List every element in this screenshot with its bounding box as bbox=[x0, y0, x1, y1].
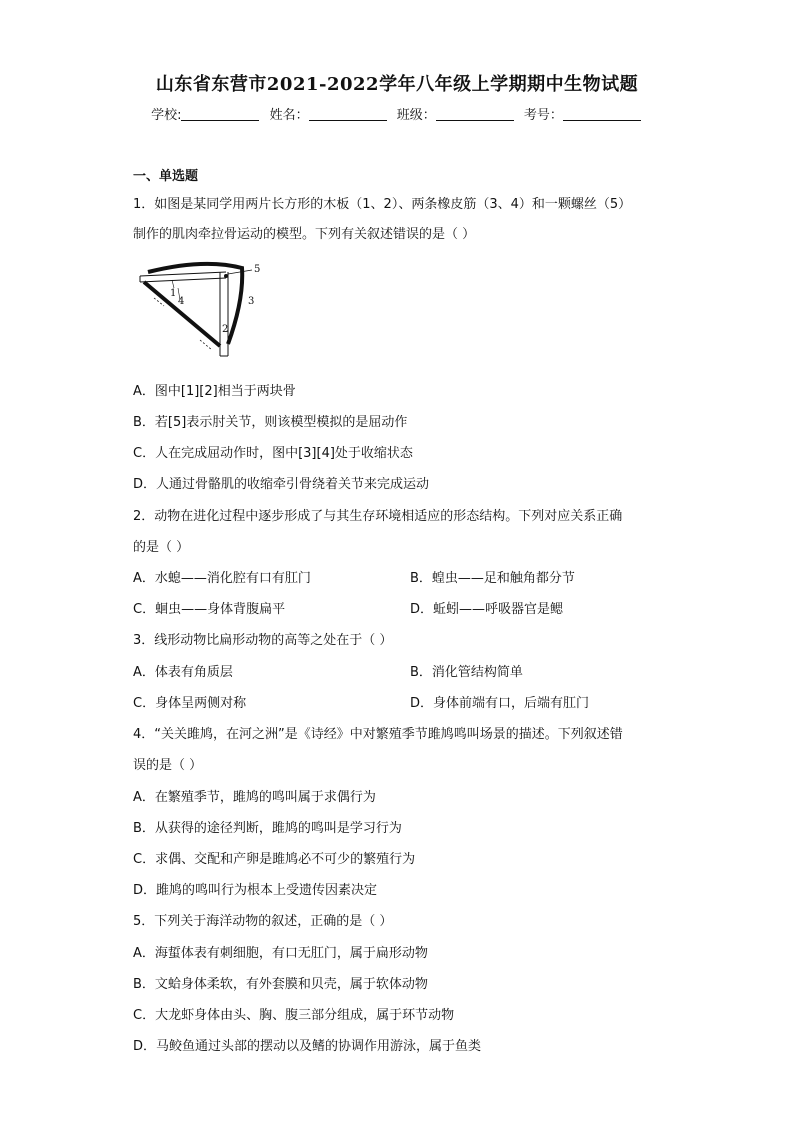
rubber-band-4 bbox=[144, 282, 220, 346]
q2-stem-line1: 2．动物在进化过程中逐步形成了与其生存环境相适应的形态结构。下列对应关系正确 bbox=[133, 509, 623, 524]
name-label: 姓名： bbox=[269, 108, 309, 123]
q5-option-b[interactable]: B．文蛤身体柔软，有外套膜和贝壳，属于软体动物 bbox=[133, 977, 428, 992]
q1-option-b[interactable]: B．若[5]表示肘关节，则该模型模拟的是屈动作 bbox=[133, 415, 408, 430]
q1-option-c[interactable]: C．人在完成屈动作时，图中[3][4]处于收缩状态 bbox=[133, 446, 413, 461]
q4-stem-line2: 误的是（ ） bbox=[133, 758, 203, 773]
q1-stem-line2: 制作的肌肉牵拉骨运动的模型。下列有关叙述错误的是（ ） bbox=[133, 227, 476, 242]
q5-stem: 5．下列关于海洋动物的叙述，正确的是（ ） bbox=[133, 914, 393, 929]
q5-option-a[interactable]: A．海蜇体表有刺细胞，有口无肛门，属于扁形动物 bbox=[133, 946, 428, 961]
q3-option-b[interactable]: B．消化管结构简单 bbox=[410, 665, 523, 680]
muscle-bone-model-figure bbox=[134, 260, 264, 360]
q1-stem-line1: 1．如图是某同学用两片长方形的木板（1、2）、两条橡皮筋（3、4）和一颗螺丝（5） bbox=[133, 197, 632, 212]
class-blank[interactable] bbox=[436, 107, 514, 121]
q3-option-a[interactable]: A．体表有角质层 bbox=[133, 665, 233, 680]
q3-option-d[interactable]: D．身体前端有口，后端有肛门 bbox=[410, 696, 590, 711]
q3-option-c[interactable]: C．身体呈两侧对称 bbox=[133, 696, 247, 711]
figure-label-5: 5 bbox=[254, 264, 261, 275]
q5-option-c[interactable]: C．大龙虾身体由头、胸、腹三部分组成，属于环节动物 bbox=[133, 1008, 455, 1023]
figure-label-4: 4 bbox=[178, 296, 185, 307]
school-blank[interactable] bbox=[181, 107, 259, 121]
q5-option-d[interactable]: D．马鲛鱼通过头部的摆动以及鳍的协调作用游泳，属于鱼类 bbox=[133, 1039, 482, 1054]
section-heading: 一、单选题 bbox=[133, 169, 199, 184]
class-label: 班级： bbox=[396, 108, 436, 123]
q4-option-a[interactable]: A．在繁殖季节，雎鸠的鸣叫属于求偶行为 bbox=[133, 790, 376, 805]
student-info-line bbox=[0, 104, 794, 123]
exam-number-label: 考号： bbox=[523, 108, 563, 123]
figure-label-2: 2 bbox=[222, 324, 229, 335]
q2-option-b[interactable]: B．蝗虫——足和触角都分节 bbox=[410, 571, 575, 586]
q2-option-d[interactable]: D．蚯蚓——呼吸器官是鳃 bbox=[410, 602, 564, 617]
screw-5 bbox=[224, 274, 228, 278]
name-blank[interactable] bbox=[309, 107, 387, 121]
q4-option-c[interactable]: C．求偶、交配和产卵是雎鸠必不可少的繁殖行为 bbox=[133, 852, 416, 867]
q4-option-d[interactable]: D．雎鸠的鸣叫行为根本上受遗传因素决定 bbox=[133, 883, 378, 898]
school-label: 学校: bbox=[151, 108, 182, 123]
q2-stem-line2: 的是（ ） bbox=[133, 540, 190, 555]
page-title: 山东省东营市2021-2022学年八年级上学期期中生物试题 bbox=[155, 74, 639, 95]
figure-label-1: 1 bbox=[170, 288, 177, 299]
q4-option-b[interactable]: B．从获得的途径判断，雎鸠的鸣叫是学习行为 bbox=[133, 821, 402, 836]
q4-stem-line1: 4．“关关雎鸠，在河之洲”是《诗经》中对繁殖季节雎鸠鸣叫场景的描述。下列叙述错 bbox=[133, 727, 623, 742]
q2-option-c[interactable]: C．蛔虫——身体背腹扁平 bbox=[133, 602, 286, 617]
q1-option-d[interactable]: D．人通过骨骼肌的收缩牵引骨绕着关节来完成运动 bbox=[133, 477, 430, 492]
q1-option-a[interactable]: A．图中[1][2]相当于两块骨 bbox=[133, 384, 296, 399]
q3-stem: 3．线形动物比扁形动物的高等之处在于（ ） bbox=[133, 633, 393, 648]
exam-number-blank[interactable] bbox=[563, 107, 641, 121]
q2-option-a[interactable]: A．水螅——消化腔有口有肛门 bbox=[133, 571, 311, 586]
figure-label-3: 3 bbox=[248, 296, 255, 307]
